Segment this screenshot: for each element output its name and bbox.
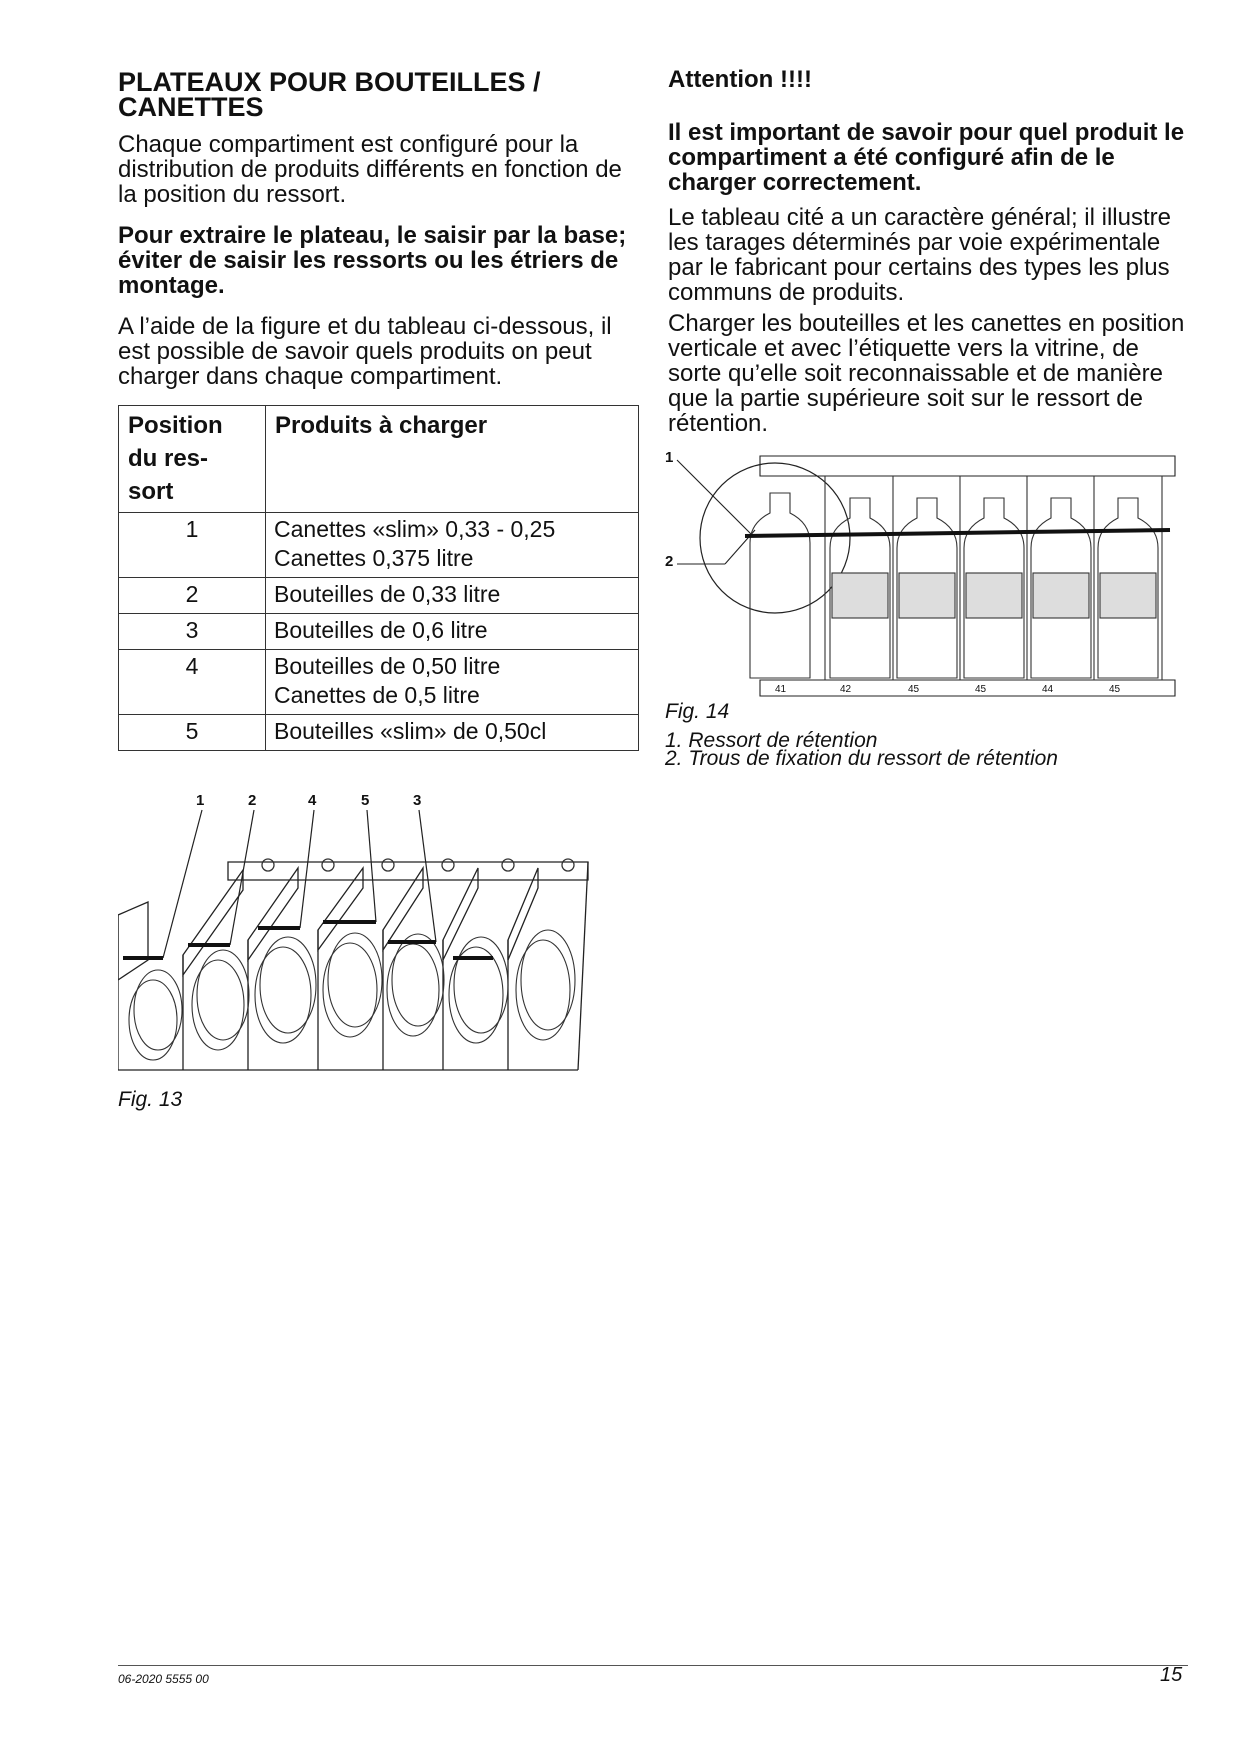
spring-position-table xyxy=(118,405,639,751)
document-code: 06-2020 5555 00 xyxy=(118,1672,209,1686)
callout-2: 2 xyxy=(665,553,674,570)
configuration-warning: Il est important de savoir pour quel produit le compartiment a été configuré afin de le charger correctement. xyxy=(668,119,1185,196)
row-position: 2 xyxy=(119,578,266,614)
callout-3: 3 xyxy=(413,792,422,809)
row-products-line2: Canettes 0,375 litre xyxy=(274,545,474,571)
page-number: 15 xyxy=(1160,1664,1183,1686)
slot-labels xyxy=(775,684,1121,695)
row-position: 1 xyxy=(119,513,266,578)
row-position: 4 xyxy=(119,650,266,715)
figure-14 xyxy=(665,448,1185,778)
callout-4: 4 xyxy=(308,792,317,809)
section-title xyxy=(118,67,638,122)
tray-wireframe xyxy=(118,859,588,1070)
row-position: 5 xyxy=(119,715,266,751)
slot-label: 41 xyxy=(775,684,787,695)
row-products xyxy=(266,650,639,715)
bottles-illustration xyxy=(665,448,1185,698)
footer-divider xyxy=(118,1665,1188,1666)
slot-label: 42 xyxy=(840,684,852,695)
header-position-line3: sort xyxy=(128,478,174,505)
attention-heading: Attention !!!! xyxy=(668,66,812,93)
slot-label: 45 xyxy=(975,684,987,695)
fig14-legend xyxy=(665,729,1058,770)
fig13-caption: Fig. 13 xyxy=(118,1088,183,1111)
callout-5: 5 xyxy=(361,792,370,809)
extraction-instruction: Pour extraire le plateau, le saisir par la base; éviter de saisir les ressorts ou les étriers de montage. xyxy=(118,222,627,299)
intro-paragraph: Chaque compartiment est configuré pour la distribution de produits différents en fonction de la position du ressort. xyxy=(118,131,622,208)
table-row xyxy=(119,614,639,650)
general-table-paragraph: Le tableau cité a un caractère général; il illustre les tarages déterminés par voie expérimentale par le fabricant pour certains des types les plus communs de produits. xyxy=(668,204,1171,306)
slot-label: 45 xyxy=(908,684,920,695)
row-products-line1: Canettes «slim» 0,33 - 0,25 xyxy=(274,516,556,542)
legend-item-2: 2. Trous de fixation du ressort de rétention xyxy=(665,747,1058,770)
row-products: Bouteilles de 0,33 litre xyxy=(266,578,639,614)
callout-2: 2 xyxy=(248,792,257,809)
table-row xyxy=(119,650,639,715)
section-title-line1: PLATEAUX POUR BOUTEILLES / xyxy=(118,67,541,97)
row-products xyxy=(266,513,639,578)
left-column xyxy=(118,67,638,751)
slot-label: 45 xyxy=(1109,684,1121,695)
tray-illustration xyxy=(118,790,618,1090)
section-title-line2: CANETTES xyxy=(118,92,264,122)
loading-instructions: Charger les bouteilles et les canettes en position verticale et avec l’étiquette vers la vitrine, de sorte qu’elle soit reconnaissable et de manière que la partie supérieure soit sur le ressort de rétention. xyxy=(668,310,1185,437)
callout-leaders xyxy=(163,810,436,958)
figure-reference-paragraph: A l’aide de la figure et du tableau ci-dessous, il est possible de savoir quels produits on peut charger dans chaque compartiment. xyxy=(118,313,612,390)
row-products-line1: Bouteilles de 0,50 litre xyxy=(274,653,501,679)
fig14-caption: Fig. 14 xyxy=(665,700,730,723)
header-position-line2: du res- xyxy=(128,445,209,472)
legend-item-1: 1. Ressort de rétention xyxy=(665,729,878,752)
right-column xyxy=(668,66,1198,452)
callout-1: 1 xyxy=(665,449,674,466)
slot-label: 44 xyxy=(1042,684,1054,695)
table-row xyxy=(119,578,639,614)
header-position xyxy=(119,406,266,513)
row-position: 3 xyxy=(119,614,266,650)
row-products: Bouteilles de 0,6 litre xyxy=(266,614,639,650)
figure-13 xyxy=(118,790,618,1120)
row-products-line2: Canettes de 0,5 litre xyxy=(274,682,480,708)
header-products: Produits à charger xyxy=(266,406,639,513)
header-position-line1: Position xyxy=(128,412,223,439)
table-row xyxy=(119,513,639,578)
table-header-row xyxy=(119,406,639,513)
table-row xyxy=(119,715,639,751)
callout-1: 1 xyxy=(196,792,205,809)
row-products: Bouteilles «slim» de 0,50cl xyxy=(266,715,639,751)
